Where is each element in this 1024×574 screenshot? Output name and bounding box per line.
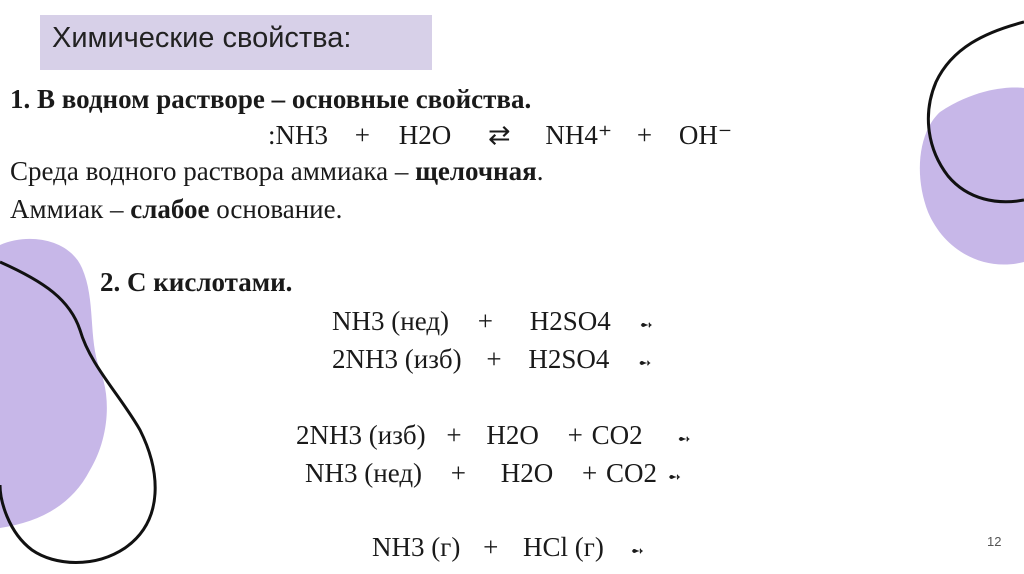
eq-plus: + [354, 120, 370, 150]
medium-emphasis: щелочная [415, 156, 537, 186]
eq-product-hydroxide: OH⁻ [678, 120, 733, 150]
page-number: 12 [987, 534, 1002, 549]
reaction-arrow-icon: ➻ [638, 353, 652, 372]
reaction-reactant-b: H2O [500, 458, 554, 488]
reaction-reactant-a: NH3 (г) [372, 532, 461, 562]
eq-reactant-water: H2O [398, 120, 452, 150]
reaction-arrow-icon: ➻ [677, 429, 691, 448]
reaction-reactant-b: H2SO4 [528, 344, 610, 374]
reaction-arrow-icon: ➻ [667, 467, 682, 486]
reaction-reactant-b: H2O [486, 420, 539, 450]
base-suffix: основание. [209, 194, 343, 224]
reaction-reactant-b: H2SO4 [529, 306, 611, 336]
purple-blob-right [920, 88, 1024, 265]
section2-heading: 2. С кислотами. [100, 267, 293, 297]
reaction-plus: + [483, 532, 499, 562]
reaction-reactant-a: 2NH3 (изб) [296, 420, 426, 450]
reaction-plus: + [486, 344, 502, 374]
section1-heading: 1. В водном растворе – основные свойства. [10, 84, 532, 114]
reaction-line [372, 532, 644, 563]
reaction-plus: + [477, 306, 494, 336]
reaction-reactant-b: HCl (г) [523, 532, 604, 562]
reaction-plus: + [450, 458, 467, 488]
reaction-arrow-icon: ➻ [630, 541, 645, 560]
slide-title: Химические свойства: [52, 22, 352, 54]
base-emphasis: слабое [130, 194, 210, 224]
reaction-reactant-c: CO2 [591, 420, 643, 450]
reaction-arrow-icon: ➻ [639, 315, 653, 334]
reaction-reactant-c: CO2 [606, 458, 658, 488]
reaction-line [296, 420, 691, 451]
medium-prefix: Среда водного раствора аммиака – [10, 156, 416, 186]
dissociation-equation [268, 120, 732, 151]
purple-blob-left [0, 239, 107, 528]
reaction-line [332, 344, 652, 375]
base-statement [10, 194, 342, 225]
medium-statement [10, 156, 543, 187]
reaction-reactant-a: 2NH3 (изб) [332, 344, 462, 374]
reaction-reactant-a: NH3 (нед) [305, 458, 423, 488]
reaction-plus: + [582, 458, 598, 488]
eq-plus: + [636, 120, 653, 150]
reaction-line [332, 306, 653, 337]
base-prefix: Аммиак – [10, 194, 131, 224]
eq-reactant-ammonia: :NH3 [268, 120, 328, 150]
reaction-reactant-a: NH3 (нед) [332, 306, 450, 336]
eq-product-ammonium: NH4⁺ [545, 120, 613, 150]
reaction-plus: + [446, 420, 462, 450]
medium-suffix: . [536, 156, 544, 186]
reaction-plus: + [567, 420, 583, 450]
equilibrium-arrow-icon: ⇄ [487, 120, 511, 150]
reaction-line [305, 458, 681, 489]
